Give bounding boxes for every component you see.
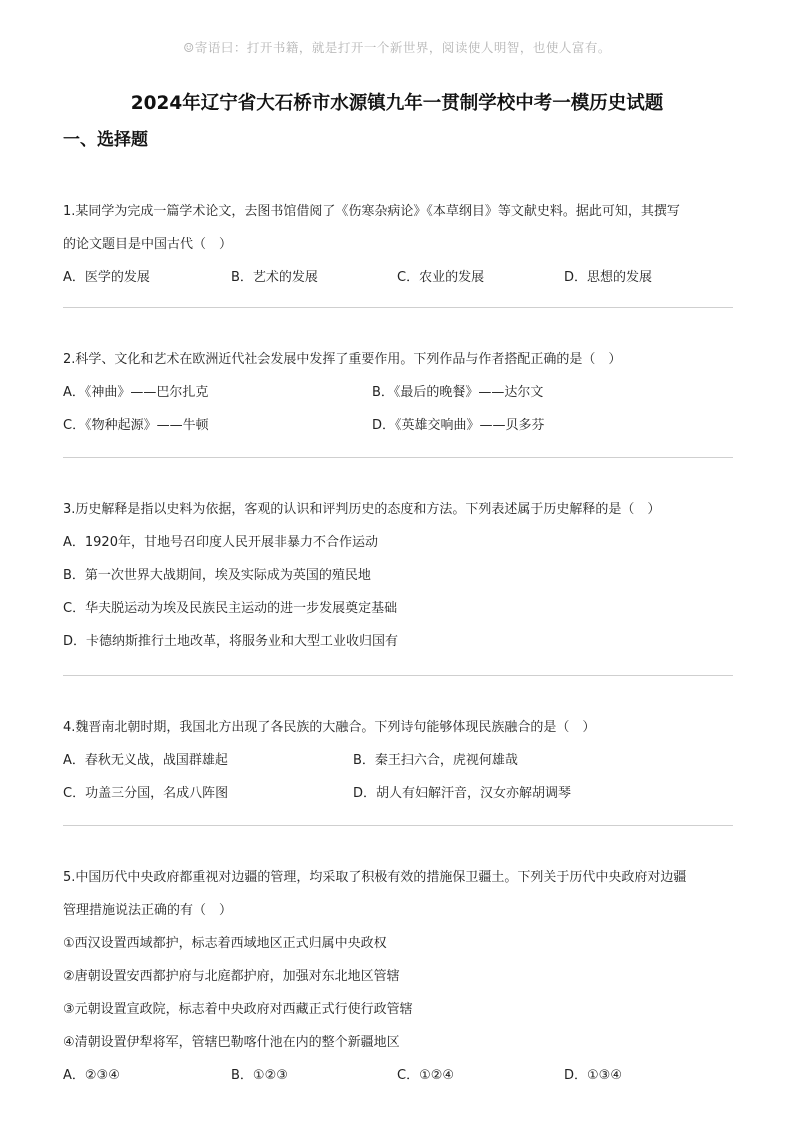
watermark-text: ☺寄语曰：打开书籍，就是打开一个新世界，阅读使人明智，也使人富有。: [183, 40, 611, 55]
document-title: 2024年辽宁省大石桥市水源镇九年一贯制学校中考一模历史试题: [130, 93, 664, 114]
statement-3: ③元朝设置宣政院，标志着中央政府对西藏正式行使行政管辖: [63, 1002, 413, 1017]
question-1: [63, 195, 731, 294]
option-c[interactable]: C．①②④: [397, 1068, 455, 1083]
option-b[interactable]: B．艺术的发展: [231, 270, 318, 285]
question-stem: 4.魏晋南北朝时期，我国北方出现了各民族的大融合。下列诗句能够体现民族融合的是（ ）: [63, 720, 596, 735]
option-d[interactable]: D．胡人有妇解汗音，汉女亦解胡调琴: [353, 786, 572, 801]
option-b[interactable]: B．秦王扫六合，虎视何雄哉: [353, 753, 518, 768]
option-c[interactable]: C．农业的发展: [397, 270, 485, 285]
question-2: [63, 343, 731, 442]
question-stem: 的论文题目是中国古代（ ）: [63, 237, 233, 252]
question-divider: [63, 307, 733, 308]
question-divider: [63, 675, 733, 676]
statement-2: ②唐朝设置安西都护府与北庭都护府，加强对东北地区管辖: [63, 969, 400, 984]
question-4: [63, 711, 731, 810]
option-a[interactable]: A．1920年，甘地号召印度人民开展非暴力不合作运动: [63, 535, 378, 550]
question-stem: 2.科学、文化和艺术在欧洲近代社会发展中发挥了重要作用。下列作品与作者搭配正确的是（ ）: [63, 352, 622, 367]
option-a[interactable]: A．春秋无义战，战国群雄起: [63, 753, 228, 768]
options-row: [63, 376, 731, 409]
statement-4: ④清朝设置伊犁将军，管辖巴勒喀什池在内的整个新疆地区: [63, 1035, 400, 1050]
option-c[interactable]: C．《物种起源》——牛顿: [63, 418, 209, 433]
section-title: 一、选择题: [63, 130, 148, 150]
options-row: [63, 1059, 731, 1092]
option-d[interactable]: D．①③④: [564, 1068, 622, 1083]
options-row: [63, 777, 731, 810]
option-a[interactable]: A．《神曲》——巴尔扎克: [63, 385, 209, 400]
option-d[interactable]: D．《英雄交响曲》——贝多芬: [372, 418, 545, 433]
option-c[interactable]: C．华夫脱运动为埃及民族民主运动的进一步发展奠定基础: [63, 601, 398, 616]
options-row: [63, 261, 731, 294]
option-d[interactable]: D．思想的发展: [564, 270, 653, 285]
option-c[interactable]: C．功盖三分国，名成八阵图: [63, 786, 229, 801]
question-stem: 管理措施说法正确的有（ ）: [63, 903, 233, 918]
option-d[interactable]: D．卡德纳斯推行土地改革，将服务业和大型工业收归国有: [63, 634, 399, 649]
question-stem: 5.中国历代中央政府都重视对边疆的管理，均采取了积极有效的措施保卫疆土。下列关于历代中央政府对边疆: [63, 870, 687, 885]
option-a[interactable]: A．医学的发展: [63, 270, 150, 285]
options-row: [63, 409, 731, 442]
option-a[interactable]: A．②③④: [63, 1068, 120, 1083]
question-5: [63, 861, 731, 1092]
option-b[interactable]: B．①②③: [231, 1068, 288, 1083]
question-divider: [63, 457, 733, 458]
statement-1: ①西汉设置西域都护，标志着西域地区正式归属中央政权: [63, 936, 387, 951]
options-row: [63, 744, 731, 777]
question-divider: [63, 825, 733, 826]
question-stem: 1.某同学为完成一篇学术论文，去图书馆借阅了《伤寒杂病论》《本草纲目》等文献史料。据此可知，其撰写: [63, 204, 680, 219]
option-b[interactable]: B．《最后的晚餐》——达尔文: [372, 385, 544, 400]
option-b[interactable]: B．第一次世界大战期间，埃及实际成为英国的殖民地: [63, 568, 371, 583]
question-stem: 3.历史解释是指以史料为依据，客观的认识和评判历史的态度和方法。下列表述属于历史解释的是（ ）: [63, 502, 661, 517]
question-3: [63, 493, 731, 658]
